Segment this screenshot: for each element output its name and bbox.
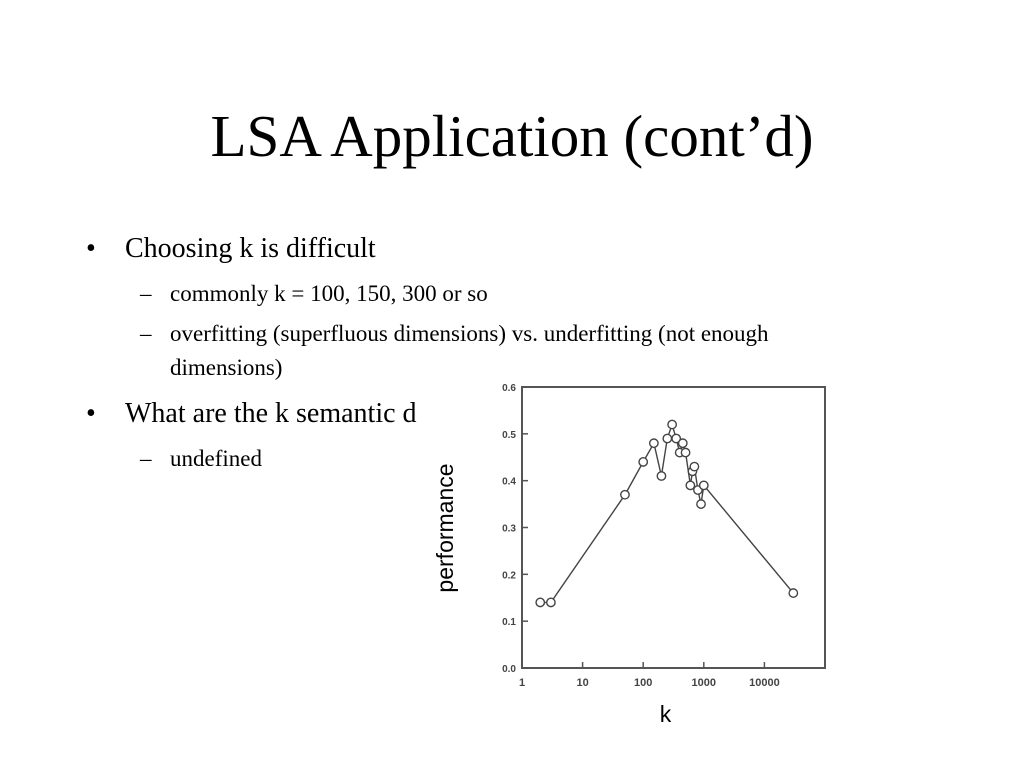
data-point xyxy=(547,598,555,606)
y-axis-label: performance xyxy=(432,463,458,593)
x-tick-label: 1000 xyxy=(691,677,717,689)
data-point xyxy=(681,448,689,456)
dash-marker: – xyxy=(140,281,152,306)
data-point xyxy=(697,500,705,508)
dash-marker: – xyxy=(140,321,152,346)
data-point xyxy=(657,472,665,480)
chart-svg xyxy=(420,370,850,740)
performance-chart xyxy=(420,370,850,740)
y-tick-label: 0.2 xyxy=(502,570,516,582)
bullet-text: What are the k semantic d xyxy=(125,398,417,429)
data-point xyxy=(789,589,797,597)
data-point xyxy=(690,462,698,470)
sub-bullet-text-continued: dimensions) xyxy=(170,355,283,380)
y-tick-label: 0.5 xyxy=(502,429,516,441)
sub-bullet-text: commonly k = 100, 150, 300 or so xyxy=(170,281,488,306)
sub-bullet-text: overfitting (superfluous dimensions) vs. underfitting (not enough xyxy=(170,321,769,346)
slide-title: LSA Application (cont’d) xyxy=(210,103,814,169)
data-point xyxy=(536,598,544,606)
y-tick-label: 0.0 xyxy=(502,664,516,675)
data-point xyxy=(639,458,647,466)
bullet-marker: • xyxy=(86,398,96,429)
x-tick-label: 100 xyxy=(634,677,653,689)
y-tick-label: 0.6 xyxy=(502,383,516,394)
data-point xyxy=(700,481,708,489)
data-point xyxy=(679,439,687,447)
y-tick-label: 0.4 xyxy=(502,476,516,488)
sub-bullet-text: undefined xyxy=(170,446,262,471)
x-tick-label: 1 xyxy=(518,677,526,689)
dash-marker: – xyxy=(140,446,152,471)
data-point xyxy=(650,439,658,447)
bullet-text: Choosing k is difficult xyxy=(125,233,376,264)
bullet-marker: • xyxy=(86,233,96,264)
y-tick-label: 0.3 xyxy=(502,523,516,535)
y-tick-label: 0.1 xyxy=(502,617,516,629)
data-point xyxy=(668,420,676,428)
x-tick-label: 10000 xyxy=(749,677,780,689)
data-point xyxy=(663,434,671,442)
series-line xyxy=(540,425,793,603)
x-tick-label: 10 xyxy=(576,677,589,689)
data-point xyxy=(621,491,629,499)
data-point xyxy=(686,481,694,489)
x-axis-label: k xyxy=(659,701,672,727)
